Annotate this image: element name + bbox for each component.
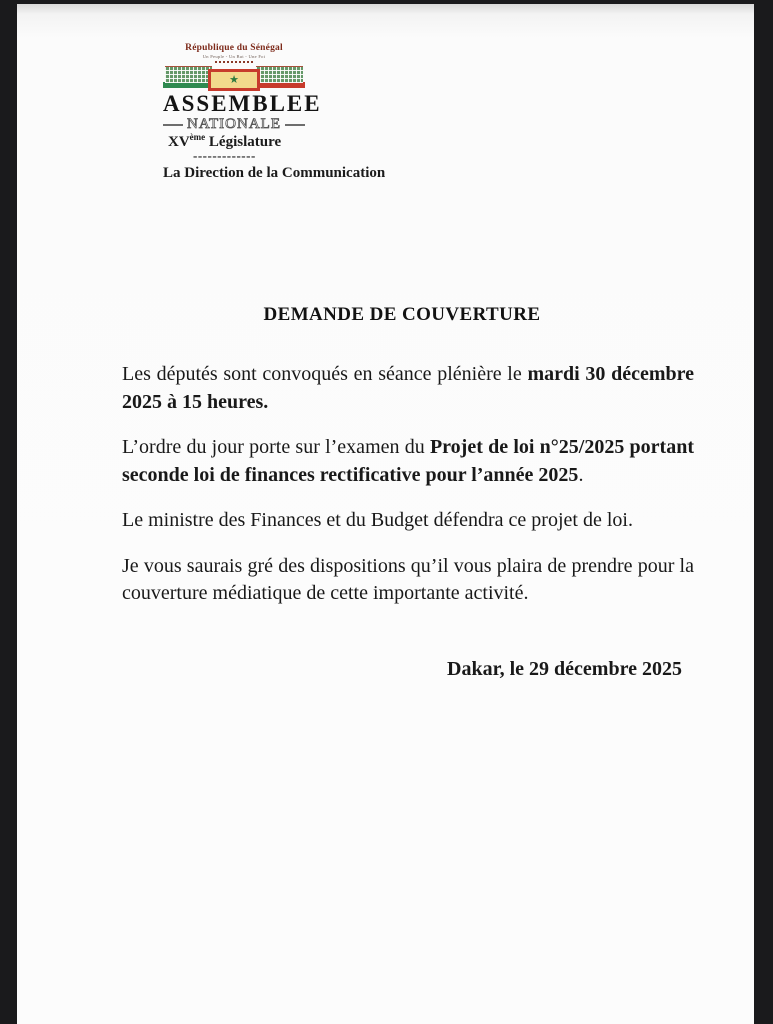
paragraph-bold-text: mardi 30 décembre 2025 à 15 heures. (122, 363, 694, 413)
logo-assemblee-text: ASSEMBLEE (163, 91, 322, 116)
nationale-left-rule (163, 124, 183, 126)
building-left-wing (165, 66, 212, 83)
paragraph-text: Le ministre des Finances et du Budget défendra ce projet de loi. (122, 509, 633, 531)
paragraph-text: . (578, 463, 584, 486)
direction-heading: La Direction de la Communication (163, 165, 386, 181)
dateline: Dakar, le 29 décembre 2025 (447, 657, 682, 680)
star-icon: ★ (229, 73, 239, 86)
paragraph-couverture (122, 553, 694, 608)
paragraph-ministre (122, 507, 694, 535)
letterhead-dashes: ------------- (193, 148, 256, 163)
nationale-right-rule (285, 124, 305, 126)
building-center-portal (208, 69, 260, 91)
document-title: DEMANDE DE COUVERTURE (263, 304, 541, 325)
logo-nationale-row (163, 117, 305, 132)
logo-motto-divider (215, 61, 253, 63)
logo-nationale-text: NATIONALE (187, 116, 281, 132)
assembly-building-graphic (163, 65, 305, 91)
paragraph-text: Je vous saurais gré des dispositions qu’il vous plaira de prendre pour la couverture médiatique de cette importante activité. (122, 554, 694, 604)
document-page (17, 4, 754, 1024)
paragraph-convocation (122, 361, 694, 416)
paragraph-text: Les députés sont convoqués en séance plénière le (122, 363, 528, 385)
assembly-logo (163, 43, 322, 132)
paragraph-bold-text: Projet de loi n°25/2025 portant seconde loi de finances rectificative pour l’année 2025 (122, 436, 694, 486)
document-body (122, 361, 694, 683)
building-right-wing (256, 66, 303, 83)
legislature-prefix: XV (168, 134, 190, 150)
legislature-superscript: ème (189, 132, 206, 142)
logo-republic-text: République du Sénégal (185, 43, 283, 53)
logo-motto-text: Un Peuple - Un But - Une Foi (202, 54, 266, 59)
paragraph-text: L’ordre du jour porte sur l’examen du (122, 436, 430, 458)
paragraph-ordre-du-jour (122, 434, 694, 489)
legislature-suffix: Législature (205, 134, 282, 150)
